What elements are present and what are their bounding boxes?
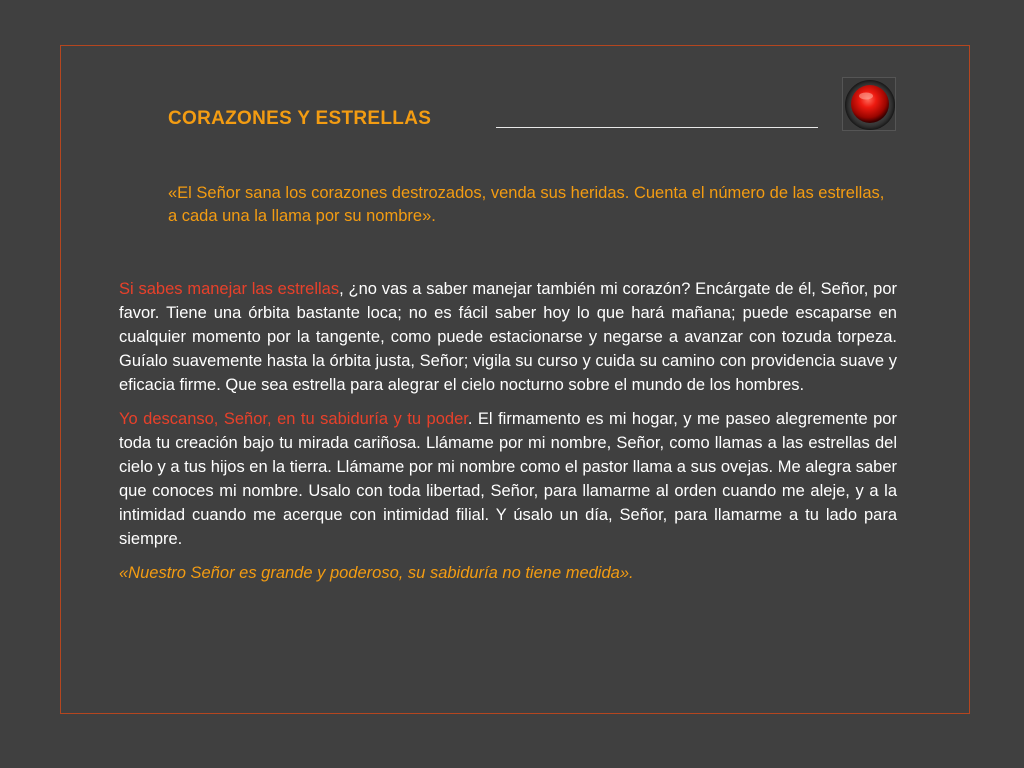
red-orb-icon (842, 77, 896, 131)
body-text (119, 277, 897, 595)
title-row (168, 108, 818, 138)
paragraph-2-rest: . El firmamento es mi hogar, y me paseo alegremente por toda tu creación bajo tu mirada cariñosa. Llámame por mi nombre, Señor, como llamas a las estrellas del cielo y a tus hijos en la tierra. Llámame por mi nombre como el pastor llama a sus ovejas. Me alegra saber que conoces mi nombre. Usalo con toda libertad, Señor, para llamarme al orden cuando me aleje, y a la intimidad cuando me acerque con intimidad filial. Y úsalo un día, Señor, para llamarme a tu lado para siempre. (119, 410, 897, 548)
paragraph-2 (119, 407, 897, 551)
closing-quote: «Nuestro Señor es grande y poderoso, su sabiduría no tiene medida». (119, 564, 634, 582)
paragraph-1 (119, 277, 897, 397)
paragraph-2-lead: Yo descanso, Señor, en tu sabiduría y tu poder (119, 410, 468, 428)
title-underline (496, 127, 818, 128)
paragraph-1-lead: Si sabes manejar las estrellas (119, 280, 340, 298)
opening-quote: «El Señor sana los corazones destrozados, venda sus heridas. Cuenta el número de las estrellas, a cada una la llama por su nombre». (168, 184, 885, 225)
closing-quote-paragraph (119, 561, 897, 585)
paragraph-1-rest: , ¿no vas a saber manejar también mi corazón? Encárgate de él, Señor, por favor. Tiene una órbita bastante loca; no es fácil saber hoy lo que hará mañana; puede escaparse en cualquier momento por la tangente, como puede estacionarse y negarse a avanzar con tozuda torpeza. Guíalo suavemente hasta la órbita justa, Señor; vigila su curso y cuida su camino con providencia suave y eficacia firme. Que sea estrella para alegrar el cielo nocturno sobre el mundo de los hombres. (119, 280, 897, 394)
page-title: CORAZONES Y ESTRELLAS (168, 108, 432, 129)
